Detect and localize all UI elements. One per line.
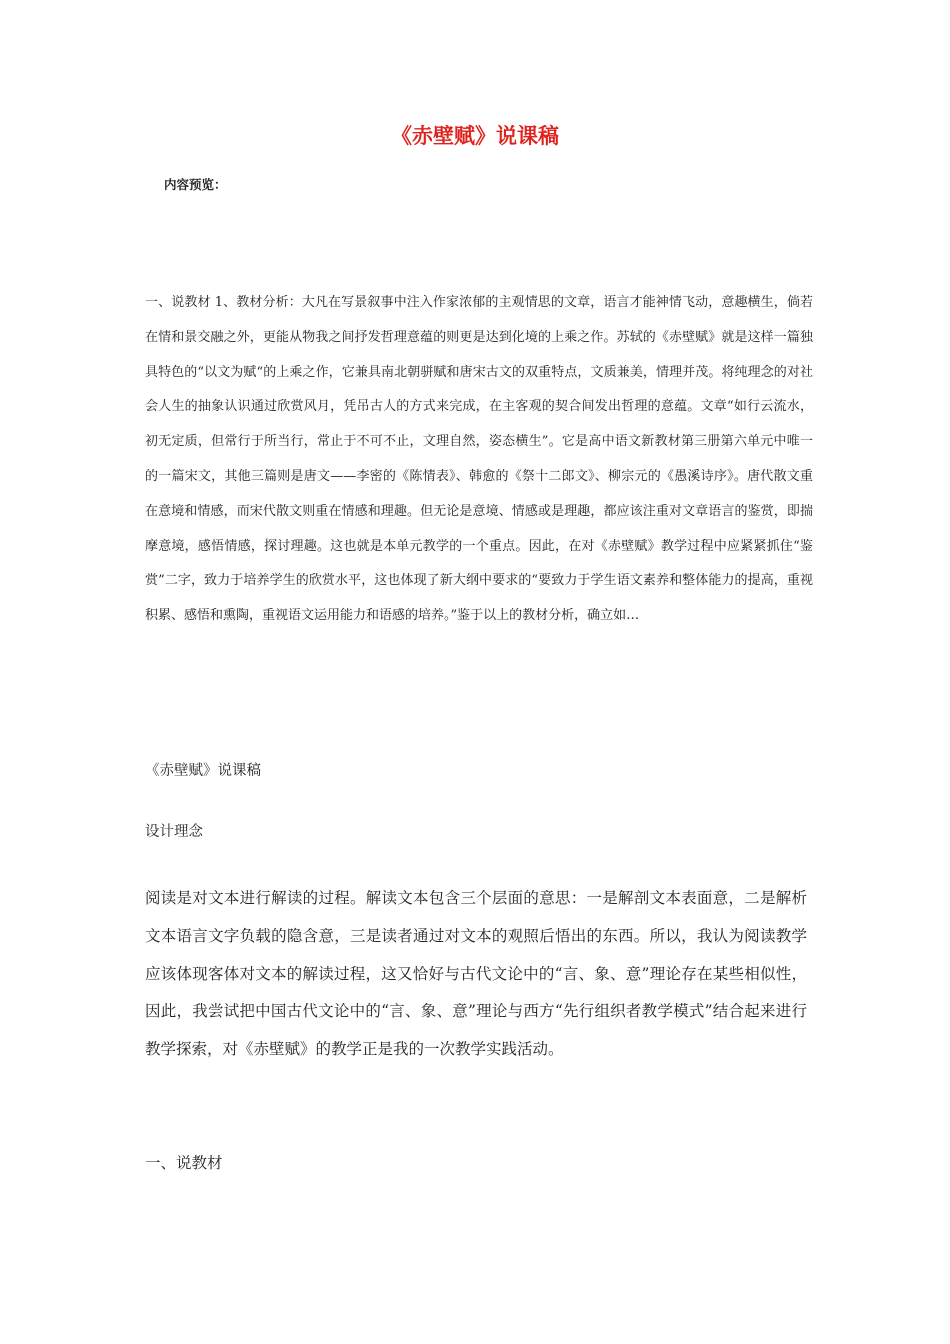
repeat-title: 《赤壁赋》说课稿 bbox=[145, 763, 261, 779]
summary-paragraph: 一、说教材 1、教材分析：大凡在写景叙事中注入作家浓郁的主观情思的文章，语言才能神情飞动，意趣横生，倘若在情和景交融之外，更能从物我之间抒发哲理意蕴的则更是达到化境的上乘之作。苏轼的《赤壁赋》就是这样一篇独具特色的“以文为赋“的上乘之作，它兼具南北朝骈赋和唐宋古文的双重特点，文质兼美，情理并茂。将纯理念的对社会人生的抽象认识通过欣赏风月，凭吊古人的方式来完成，在主客观的契合间发出哲理的意蕴。文章“如行云流水，初无定质，但常行于所当行，常止于不可不止，文理自然，姿态横生”。它是高中语文新教材第三册第六单元中唯一的一篇宋文，其他三篇则是唐文——李密的《陈情表》、韩愈的《祭十二郎文》、柳宗元的《愚溪诗序》。唐代散文重在意境和情感，而宋代散文则重在情感和理趣。但无论是意境、情感或是理趣，都应该注重对文章语言的鉴赏，即揣摩意境，感悟情感，探讨理趣。这也就是本单元教学的一个重点。因此，在对《赤壁赋》教学过程中应紧紧抓住“鉴赏”二字，致力于培养学生的欣赏水平，这也体现了新大纲中要求的“要致力于学生语文素养和整体能力的提高，重视积累、感悟和熏陶，重视语文运用能力和语感的培养。”鉴于以上的教材分析，确立如… bbox=[145, 295, 813, 624]
document-title: 《赤壁赋》说课稿 bbox=[391, 124, 559, 148]
design-heading: 设计理念 bbox=[145, 824, 203, 840]
design-paragraph: 阅读是对文本进行解读的过程。解读文本包含三个层面的意思：一是解剖文本表面意，二是解析文本语言文字负载的隐含意，三是读者通过对文本的观照后悟出的东西。所以，我认为阅读教学应该体现客体对文本的解读过程，这又恰好与古代文论中的“言、象、意”理论存在某些相似性，因此，我尝试把中国古代文论中的“言、象、意”理论与西方“先行组织者教学模式”结合起来进行教学探索，对《赤壁赋》的教学正是我的一次教学实践活动。 bbox=[145, 889, 807, 1059]
section-heading: 一、说教材 bbox=[145, 1154, 223, 1172]
preview-label: 内容预览： bbox=[164, 177, 227, 192]
